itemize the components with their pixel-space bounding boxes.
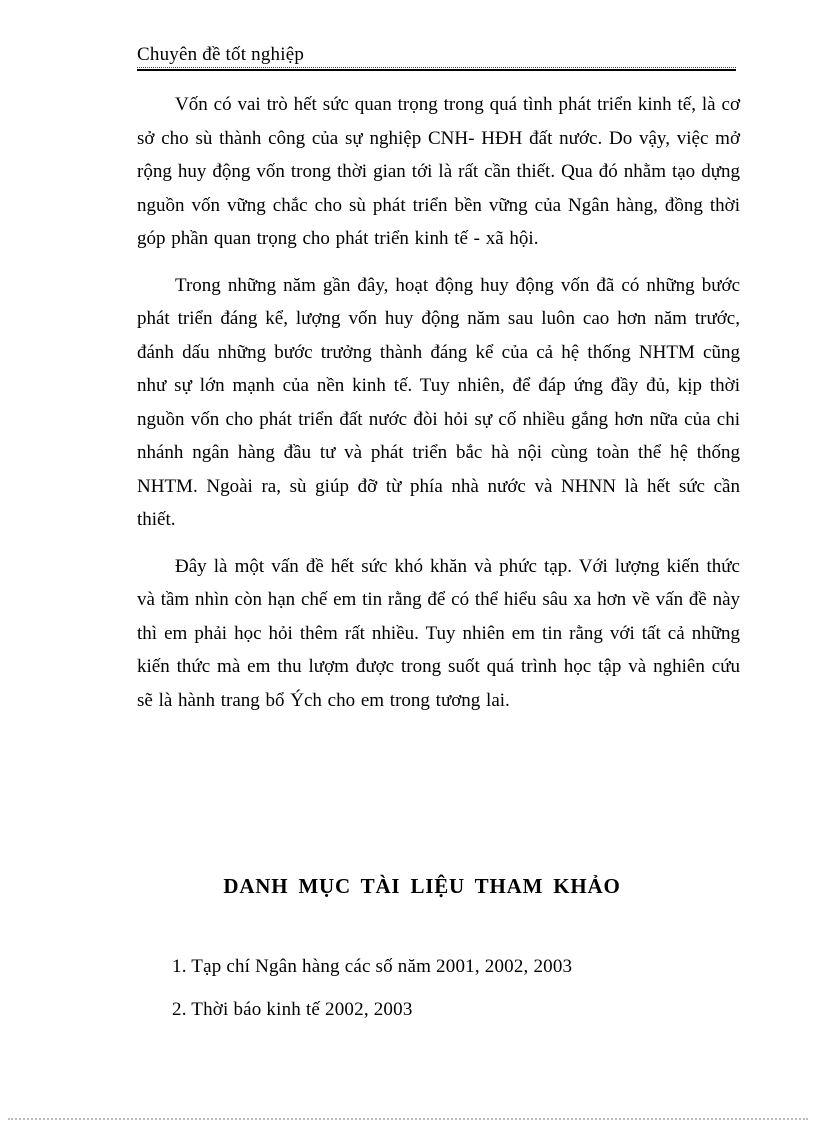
reference-item-2: 2. Thời báo kinh tế 2002, 2003	[172, 999, 413, 1020]
page-bottom-border	[8, 1118, 808, 1120]
paragraph-vai-tro-von: Vốn có vai trò hết sức quan trọng trong quá tình phát triển kinh tế, là cơ sở cho sù thành công của sự nghiệp CNH- HĐH đất nước. Do vậy, việc mở rộng huy động vốn trong thời gian tới là rất cần thiết. Qua đó nhằm tạo dựng nguồn vốn vững chắc cho sù phát triển bền vững của Ngân hàng, đồng thời góp phần quan trọng cho phát triển kinh tế - xã hội.	[137, 94, 740, 249]
running-header-title: Chuyên đề tốt nghiệp	[137, 44, 305, 65]
reference-item-1: 1. Tạp chí Ngân hàng các số năm 2001, 2002, 2003	[172, 956, 573, 977]
document-body	[137, 88, 740, 730]
paragraph-huy-dong-von: Trong những năm gần đây, hoạt động huy động vốn đã có những bước phát triển đáng kể, lượng vốn huy động năm sau luôn cao hơn năm trước, đánh dấu những bước trưởng thành đáng kể của cả hệ thống NHTM cũng như sự lớn mạnh của nền kinh tế. Tuy nhiên, để đáp ứng đầy đủ, kịp thời nguồn vốn cho phát triển đất nước đòi hỏi sự cố nhiều gắng hơn nữa của chi nhánh ngân hàng đầu tư và phát triển bắc hà nội cùng toàn thể hệ thống NHTM. Ngoài ra, sù giúp đỡ từ phía nhà nước và NHNN là hết sức cần thiết.	[137, 274, 740, 530]
references-section	[137, 874, 707, 1041]
paragraph-ket-luan: Đây là một vấn đề hết sức khó khăn và phức tạp. Với lượng kiến thức và tầm nhìn còn hạn chế em tin rằng để có thể hiểu sâu xa hơn về vấn đề này thì em phải học hỏi thêm rất nhiều. Tuy nhiên em tin rằng với tất cả những kiến thức mà em thu lượm được trong suốt quá trình học tập và nghiên cứu sẽ là hành trang bổ Ých cho em trong tương lai.	[137, 555, 740, 711]
header-rule	[137, 67, 736, 71]
references-heading: DANH MỤC TÀI LIỆU THAM KHẢO	[223, 874, 621, 898]
page-header	[137, 44, 736, 71]
references-list	[137, 955, 707, 1022]
